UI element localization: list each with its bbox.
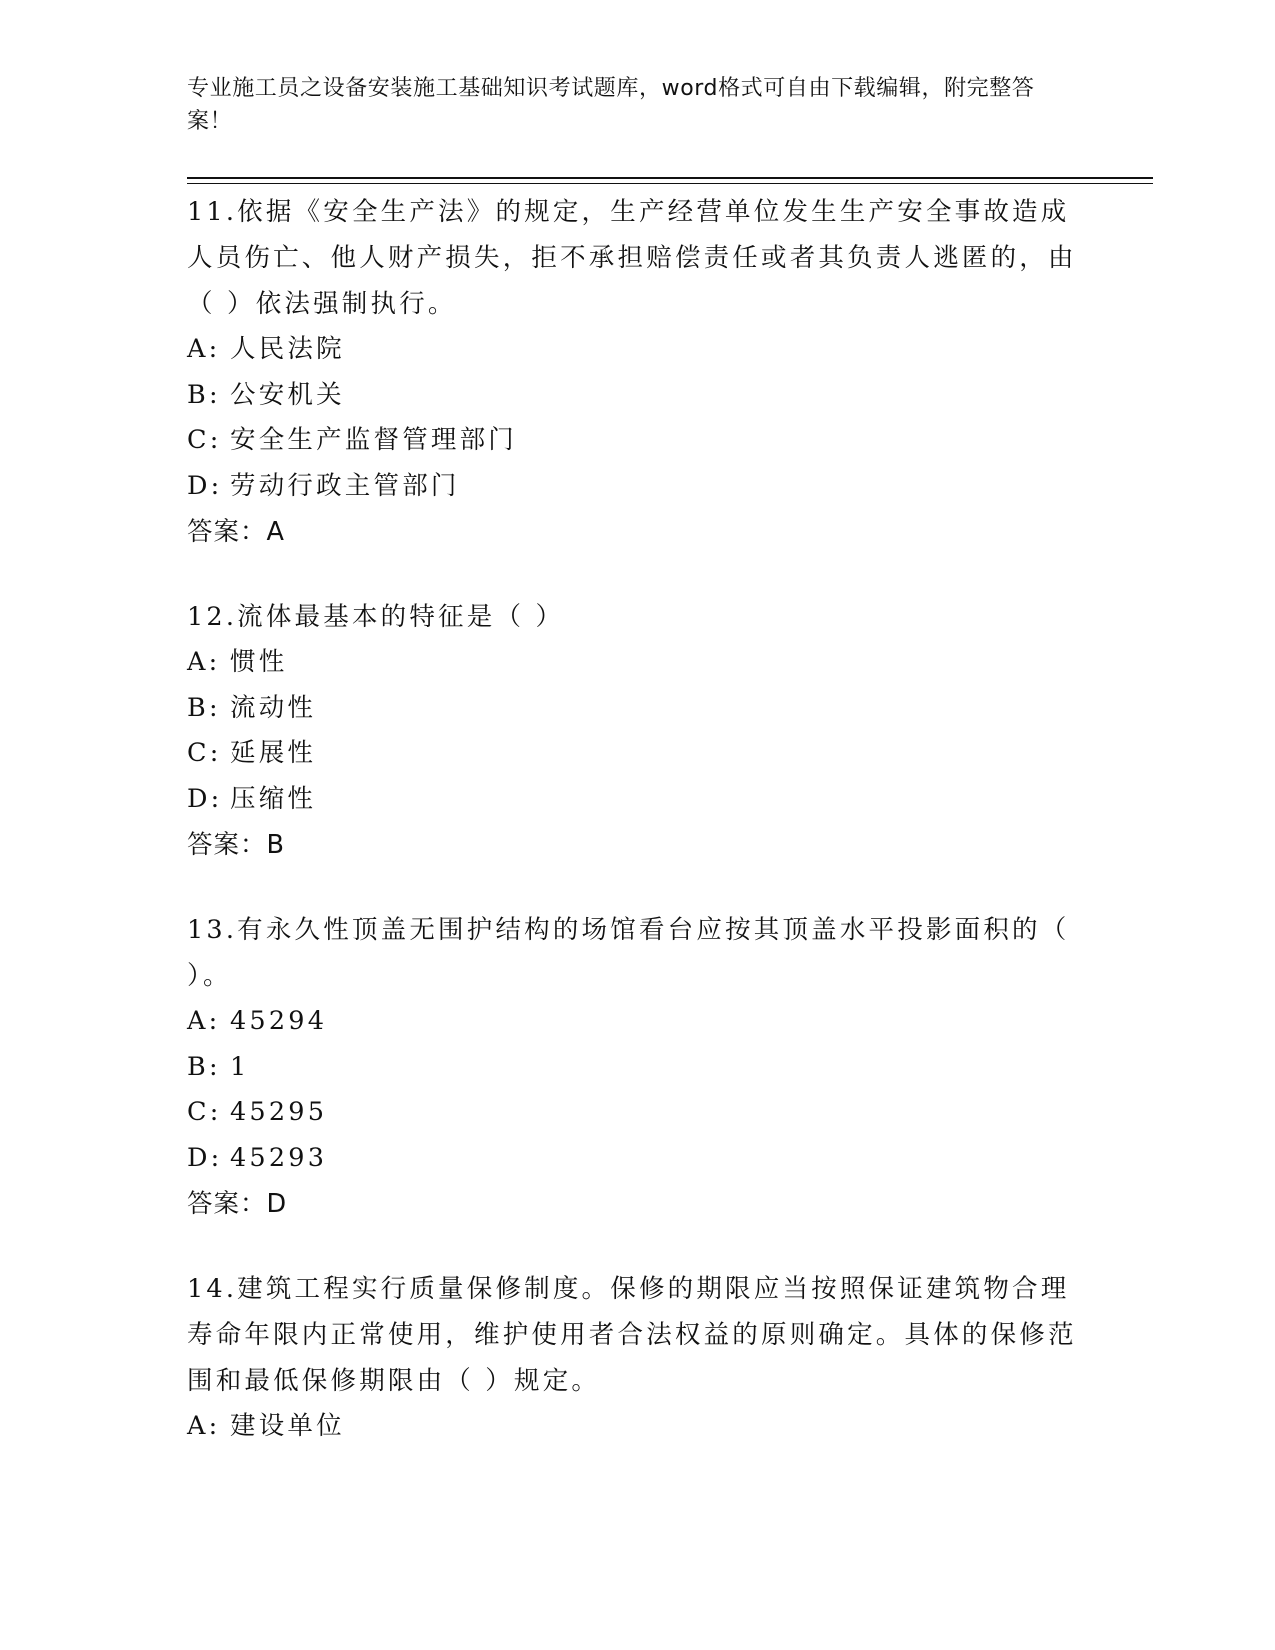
option-c: [187, 418, 1087, 464]
option-text: 建设单位: [230, 1411, 345, 1441]
option-text: 延展性: [230, 738, 317, 768]
option-text: 45295: [230, 1097, 328, 1127]
question-13: [187, 907, 1087, 1227]
option-text: 人民法院: [230, 334, 345, 364]
option-text: 45293: [230, 1142, 328, 1173]
option-label: A:: [187, 647, 221, 677]
option-text: 45294: [230, 1006, 328, 1036]
question-12: [187, 594, 1087, 868]
option-label: B:: [187, 1051, 221, 1082]
option-text: 公安机关: [230, 379, 345, 410]
option-label: C:: [187, 1097, 222, 1127]
option-label: A:: [187, 1006, 221, 1036]
option-label: A:: [187, 1411, 221, 1441]
option-d: [187, 777, 1087, 823]
option-text: 流动性: [230, 692, 317, 723]
question-list: [187, 189, 1087, 1489]
option-b: [187, 1045, 1087, 1091]
question-stem: 11.依据《安全生产法》的规定，生产经营单位发生生产安全事故造成人员伤亡、他人财产损失，拒不承担赔偿责任或者其负责人逃匿的，由（ ）依法强制执行。: [187, 197, 1077, 319]
option-label: D:: [187, 470, 223, 501]
answer-line: 答案：D: [187, 1189, 288, 1219]
document-header: 专业施工员之设备安装施工基础知识考试题库，word格式可自由下载编辑，附完整答案！: [187, 76, 1035, 134]
question-11: [187, 189, 1087, 555]
question-14: [187, 1266, 1087, 1450]
question-stem: 12.流体最基本的特征是（ ）: [187, 602, 565, 632]
option-c: [187, 731, 1087, 777]
option-c: [187, 1090, 1087, 1136]
option-label: B:: [187, 692, 221, 723]
option-b: [187, 373, 1087, 419]
option-text: 劳动行政主管部门: [230, 470, 460, 501]
option-label: D:: [187, 1142, 223, 1173]
question-stem: 14.建筑工程实行质量保修制度。保修的期限应当按照保证建筑物合理寿命年限内正常使用，维护使用者合法权益的原则确定。具体的保修范围和最低保修期限由（ ）规定。: [187, 1274, 1077, 1396]
header-divider-thin: [187, 183, 1153, 184]
option-text: 惯性: [230, 647, 288, 677]
option-a: [187, 327, 1087, 373]
option-a: [187, 999, 1087, 1045]
option-label: A:: [187, 334, 221, 364]
question-stem: 13.有永久性顶盖无围护结构的场馆看台应按其顶盖水平投影面积的（ ）。: [187, 915, 1070, 991]
option-label: C:: [187, 425, 222, 455]
option-label: B:: [187, 379, 221, 410]
answer-line: 答案：A: [187, 517, 285, 547]
option-a: [187, 640, 1087, 686]
answer-line: 答案：B: [187, 830, 285, 860]
option-label: D:: [187, 783, 223, 814]
option-d: [187, 1136, 1087, 1182]
option-text: 1: [230, 1051, 250, 1082]
header-divider-thick: [187, 177, 1153, 179]
option-text: 压缩性: [230, 783, 317, 814]
option-d: [187, 464, 1087, 510]
option-label: C:: [187, 738, 222, 768]
option-text: 安全生产监督管理部门: [230, 425, 518, 455]
option-b: [187, 686, 1087, 732]
option-a: [187, 1404, 1087, 1450]
